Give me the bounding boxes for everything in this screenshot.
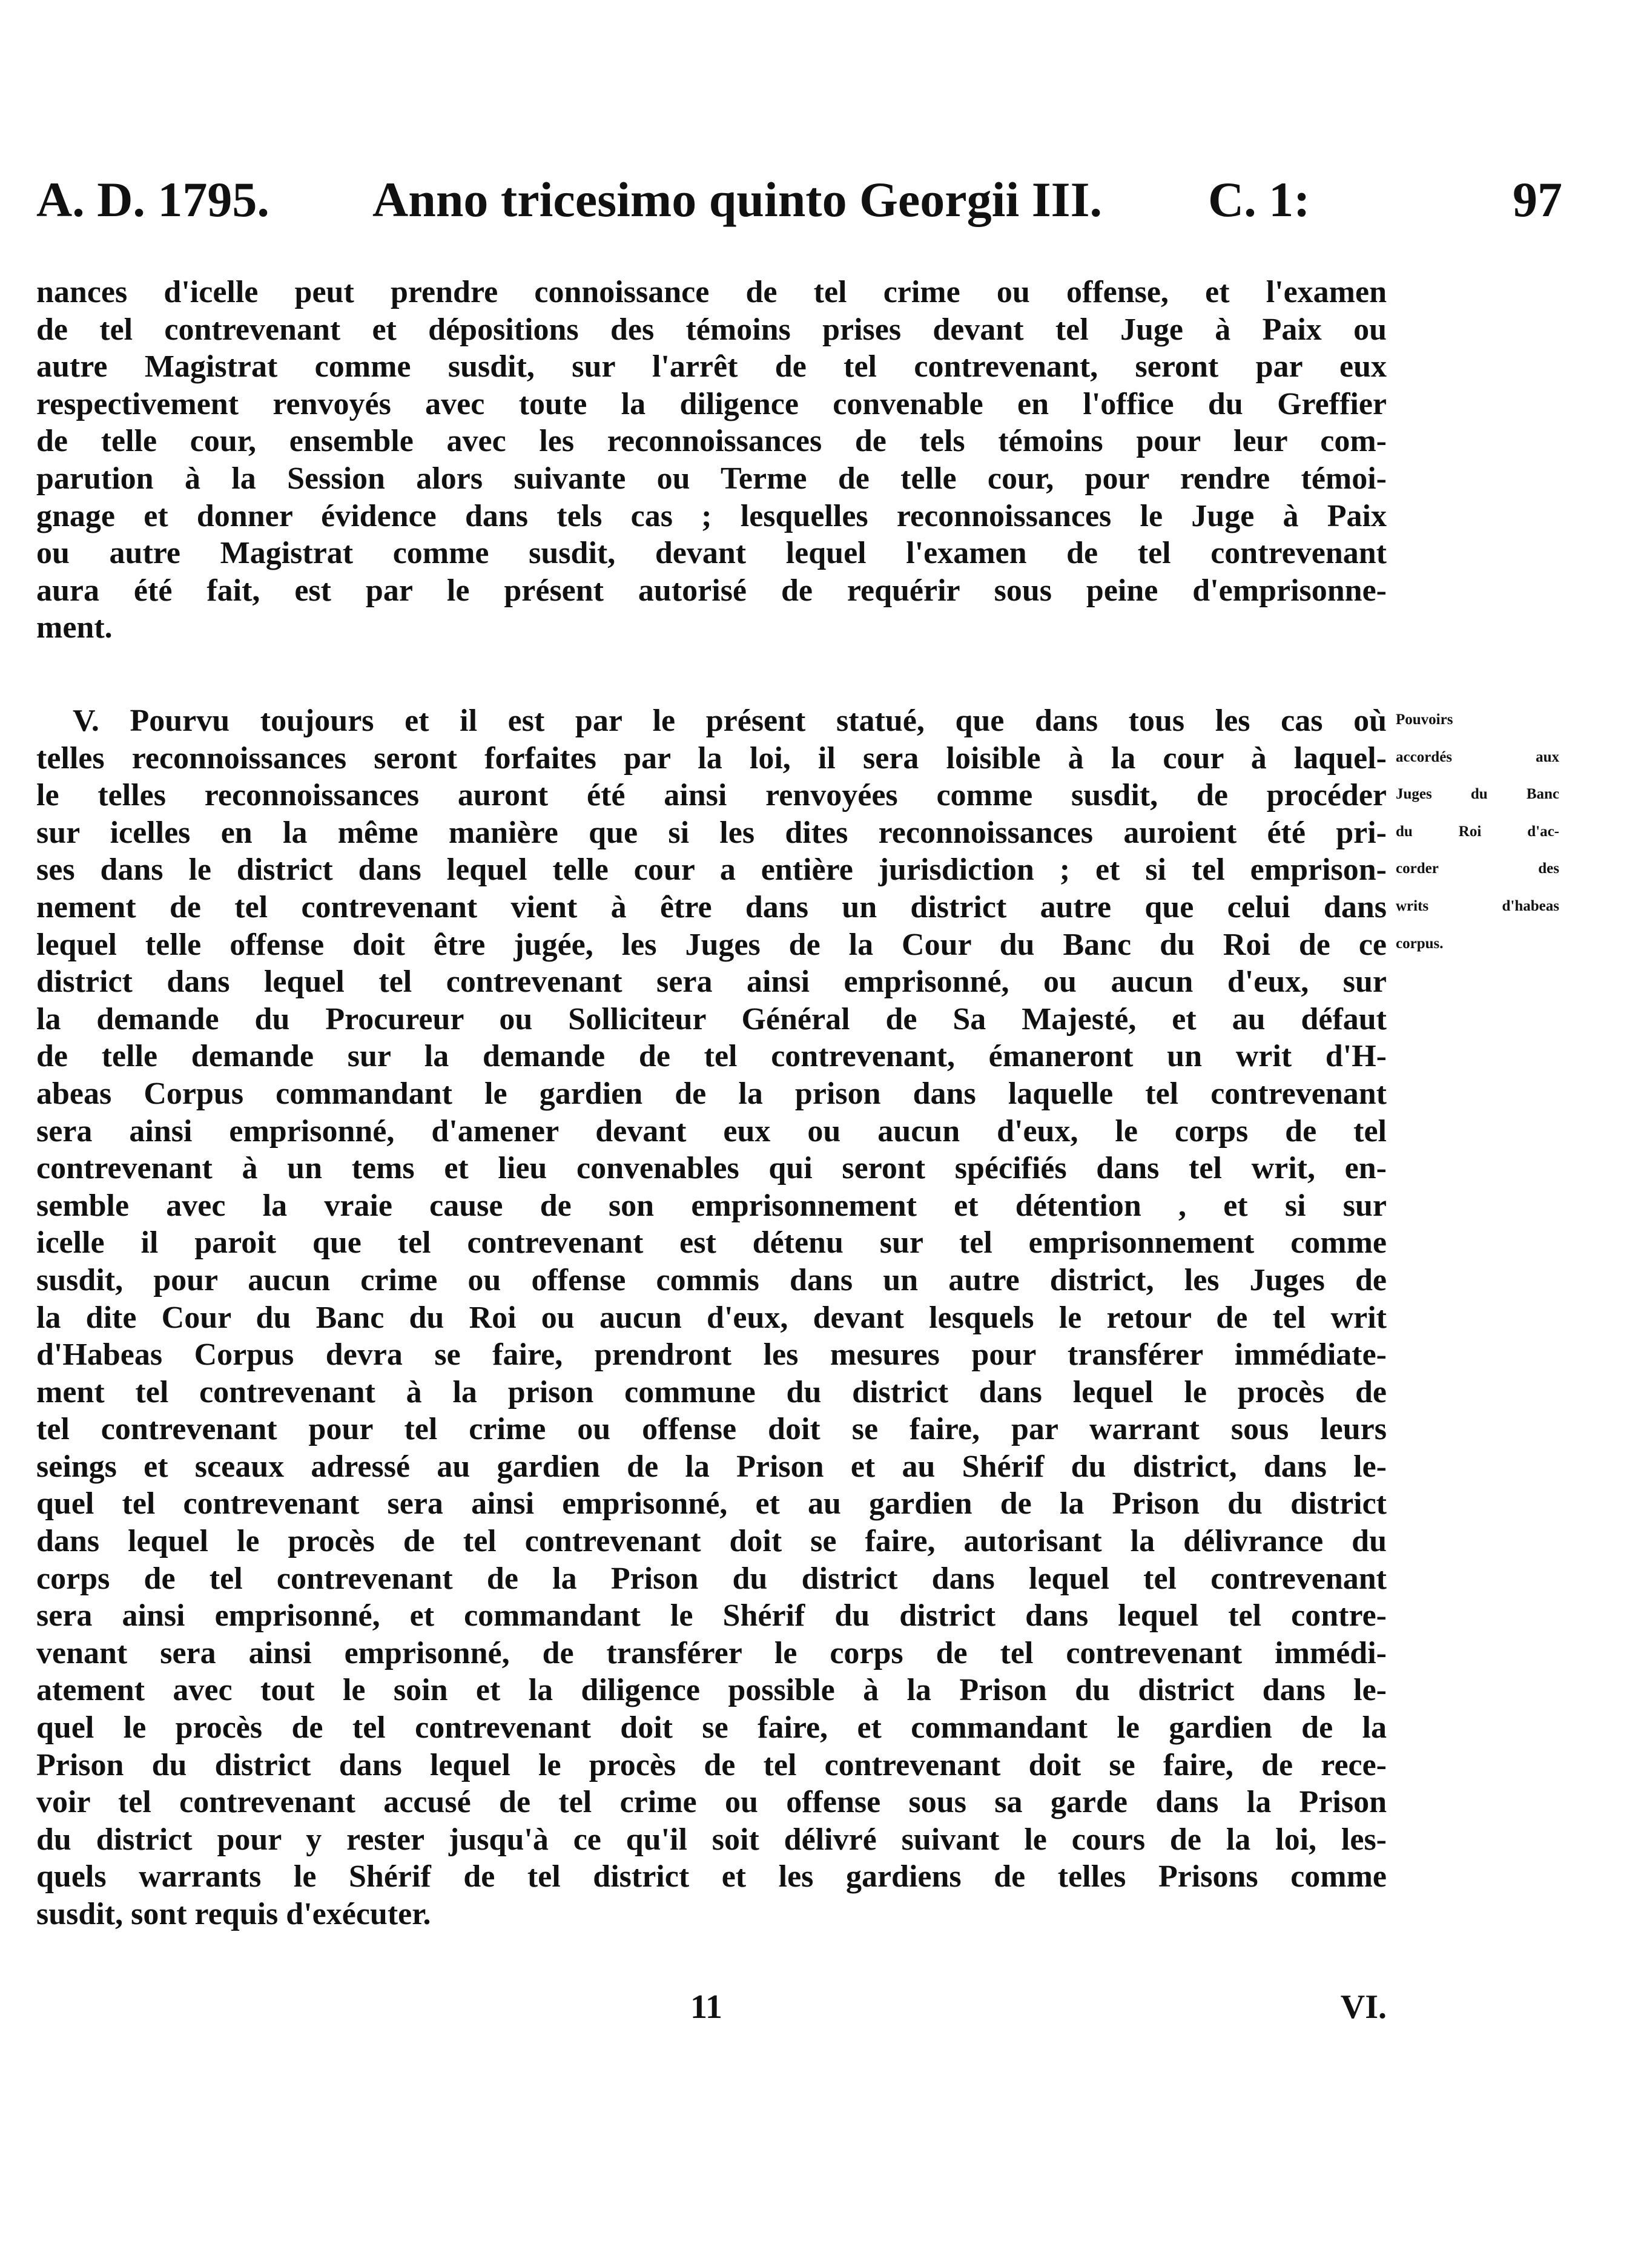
text-line: V. Pourvu toujours et il est par le présent statué, que dans tous les cas où bbox=[73, 704, 1387, 738]
text-line: ses dans le district dans lequel telle cour a entière jurisdiction ; et si tel emprison- bbox=[36, 852, 1387, 888]
text-line: semble avec la vraie cause de son emprisonnement et détention , et si sur bbox=[36, 1188, 1387, 1223]
header-title: Anno tricesimo quinto Georgii III. bbox=[372, 172, 1102, 227]
margin-note-line: corpus. bbox=[1396, 935, 1444, 952]
paragraph-continuation bbox=[36, 274, 1387, 647]
text-line: de telle demande sur la demande de tel contrevenant, émaneront un writ d'H- bbox=[36, 1039, 1387, 1074]
text-line: sera ainsi emprisonné, et commandant le Shérif du district dans lequel tel contre- bbox=[36, 1598, 1387, 1633]
text-line: icelle il paroit que tel contrevenant est détenu sur tel emprisonnement comme bbox=[36, 1225, 1387, 1261]
text-line: quels warrants le Shérif de tel district et les gardiens de telles Prisons comme bbox=[36, 1859, 1387, 1894]
margin-note-line: du Roi d'ac- bbox=[1396, 823, 1559, 840]
text-line: atement avec tout le soin et la diligence possible à la Prison du district dans le- bbox=[36, 1673, 1387, 1708]
text-line: tel contrevenant pour tel crime ou offense doit se faire, par warrant sous leurs bbox=[36, 1412, 1387, 1447]
text-line: parution à la Session alors suivante ou Terme de telle cour, pour rendre témoi- bbox=[36, 461, 1387, 496]
margin-note-line: writs d'habeas bbox=[1396, 897, 1559, 914]
text-line: le telles reconnoissances auront été ainsi renvoyées comme susdit, de procéder bbox=[36, 778, 1387, 813]
text-line: nement de tel contrevenant vient à être dans un district autre que celui dans bbox=[36, 889, 1387, 925]
text-line: susdit, pour aucun crime ou offense commis dans un autre district, les Juges de bbox=[36, 1262, 1387, 1297]
text-line: nances d'icelle peut prendre connoissance de tel crime ou offense, et l'examen bbox=[36, 275, 1387, 309]
text-line: district dans lequel tel contrevenant sera ainsi emprisonné, ou aucun d'eux, sur bbox=[36, 964, 1387, 1000]
text-line: corps de tel contrevenant de la Prison du district dans lequel tel contrevenant bbox=[36, 1561, 1387, 1596]
text-line: seings et sceaux adressé au gardien de la Prison et au Shérif du district, dans le- bbox=[36, 1449, 1387, 1484]
header-chapter: C. 1: bbox=[1208, 172, 1310, 227]
text-line: quel le procès de tel contrevenant doit se faire, et commandant le gardien de la bbox=[36, 1710, 1387, 1746]
text-line: la demande du Procureur ou Solliciteur Général de Sa Majesté, et au défaut bbox=[36, 1001, 1387, 1037]
text-line: sur icelles en la même manière que si les dites reconnoissances auroient été pri- bbox=[36, 815, 1387, 850]
text-line: de tel contrevenant et dépositions des témoins prises devant tel Juge à Paix ou bbox=[36, 312, 1387, 347]
page-footer bbox=[36, 1988, 1387, 2036]
text-line: susdit, sont requis d'exécuter. bbox=[36, 1897, 431, 1931]
text-line: sera ainsi emprisonné, d'amener devant eux ou aucun d'eux, le corps de tel bbox=[36, 1113, 1387, 1149]
text-line: contrevenant à un tems et lieu convenables qui seront spécifiés dans tel writ, en- bbox=[36, 1151, 1387, 1186]
text-line: de telle cour, ensemble avec les reconnoissances de tels témoins pour leur com- bbox=[36, 424, 1387, 459]
text-line: dans lequel le procès de tel contrevenant doit se faire, autorisant la délivrance du bbox=[36, 1524, 1387, 1559]
text-line: la dite Cour du Banc du Roi ou aucun d'eux, devant lesquels le retour de tel writ bbox=[36, 1300, 1387, 1335]
running-header bbox=[36, 163, 1562, 236]
margin-note-line: Juges du Banc bbox=[1396, 786, 1559, 803]
text-line: telles reconnoissances seront forfaites par la loi, il sera loisible à la cour à laquel- bbox=[36, 740, 1387, 776]
text-line: ou autre Magistrat comme susdit, devant lequel l'examen de tel contrevenant bbox=[36, 536, 1387, 571]
margin-note-line: Pouvoirs bbox=[1396, 711, 1453, 728]
paragraph-section-v bbox=[36, 702, 1387, 1933]
marginal-note bbox=[1396, 710, 1559, 971]
text-line: gnage et donner évidence dans tels cas ; lesquelles reconnoissances le Juge à Paix bbox=[36, 498, 1387, 533]
text-line: autre Magistrat comme susdit, sur l'arrêt de tel contrevenant, seront par eux bbox=[36, 349, 1387, 384]
signature-mark: 11 bbox=[690, 1988, 722, 2026]
text-line: quel tel contrevenant sera ainsi emprisonné, et au gardien de la Prison du district bbox=[36, 1486, 1387, 1521]
text-line: voir tel contrevenant accusé de tel crime ou offense sous sa garde dans la Prison bbox=[36, 1785, 1387, 1820]
text-line: respectivement renvoyés avec toute la diligence convenable en l'office du Greffier bbox=[36, 386, 1387, 421]
text-line: venant sera ainsi emprisonné, de transférer le corps de tel contrevenant immédi- bbox=[36, 1635, 1387, 1670]
margin-note-line: corder des bbox=[1396, 860, 1559, 877]
margin-note-line: accordés aux bbox=[1396, 748, 1559, 765]
text-line: abeas Corpus commandant le gardien de la prison dans laquelle tel contrevenant bbox=[36, 1076, 1387, 1111]
text-line: Prison du district dans lequel le procès de tel contrevenant doit se faire, de rece- bbox=[36, 1747, 1387, 1782]
text-line: du district pour y rester jusqu'à ce qu'il soit délivré suivant le cours de la loi, les- bbox=[36, 1822, 1387, 1857]
text-line: aura été fait, est par le présent autorisé de requérir sous peine d'emprisonne- bbox=[36, 573, 1387, 608]
text-line: ment. bbox=[36, 610, 113, 645]
text-line: ment tel contrevenant à la prison commune du district dans lequel le procès de bbox=[36, 1374, 1387, 1409]
catchword: VI. bbox=[1340, 1988, 1387, 2026]
text-line: lequel telle offense doit être jugée, les Juges de la Cour du Banc du Roi de ce bbox=[36, 927, 1387, 962]
text-line: d'Habeas Corpus devra se faire, prendront les mesures pour transférer immédiate- bbox=[36, 1337, 1387, 1373]
page-number: 97 bbox=[1513, 172, 1562, 227]
header-year: A. D. 1795. bbox=[36, 172, 269, 227]
